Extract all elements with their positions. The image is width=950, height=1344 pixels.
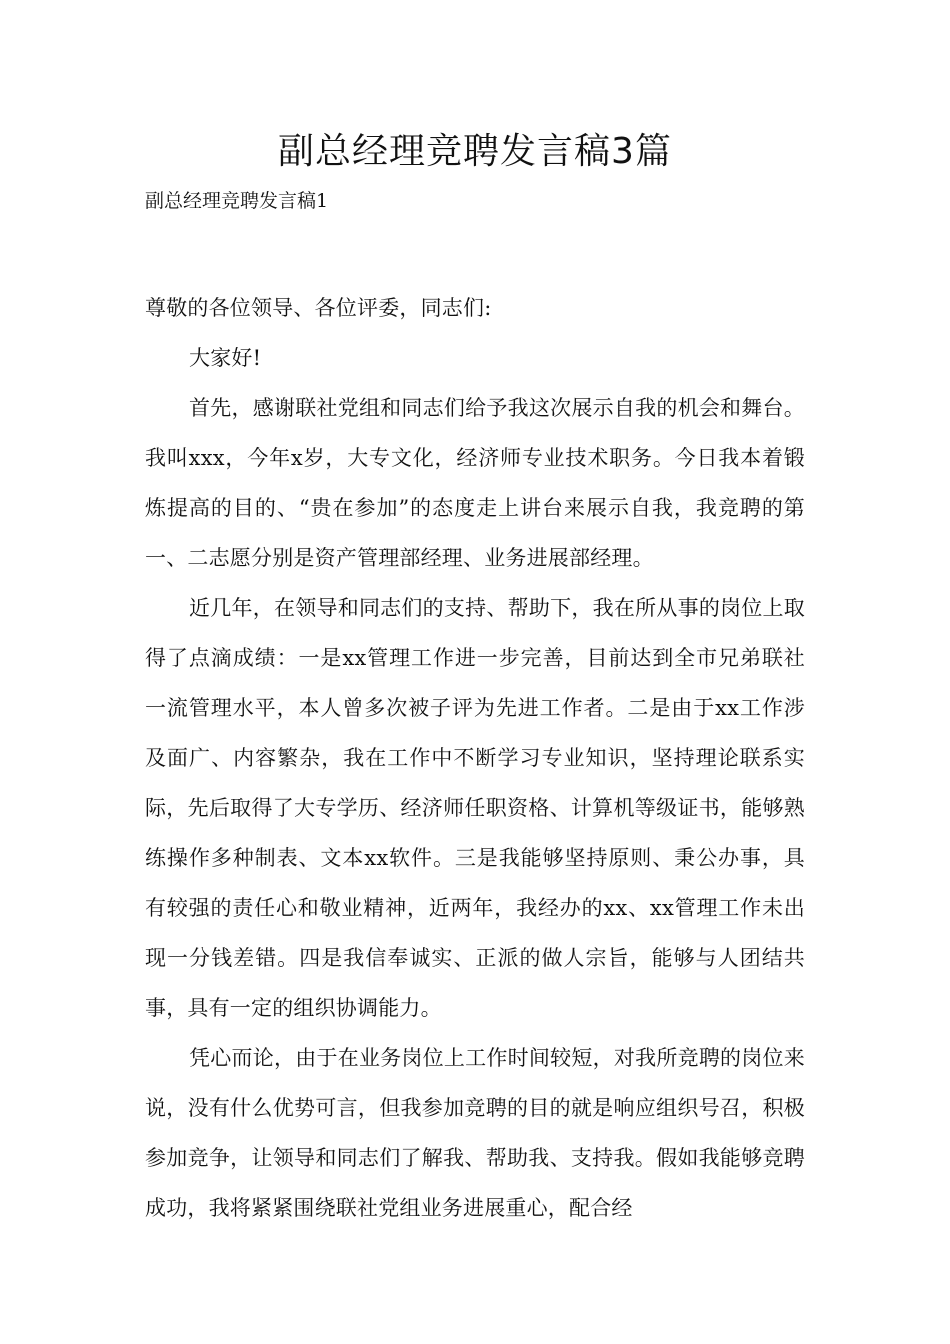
document-title: 副总经理竞聘发言稿3篇	[278, 131, 672, 172]
salutation-paragraph: 尊敬的各位领导、各位评委，同志们:	[145, 296, 492, 320]
document-subtitle: 副总经理竞聘发言稿1	[145, 190, 329, 212]
document-body	[145, 283, 805, 1233]
achievements-paragraph: 近几年，在领导和同志们的支持、帮助下，我在所从事的岗位上取得了点滴成绩：一是xx管理工作进一步完善，目前达到全市兄弟联社一流管理水平，本人曾多次被子评为先进工作者。二是由于xx工作涉及面广、内容繁杂，我在工作中不断学习专业知识，坚持理论联系实际，先后取得了大专学历、经济师任职资格、计算机等级证书，能够熟练操作多种制表、文本xx软件。三是我能够坚持原则、秉公办事，具有较强的责任心和敬业精神，近两年，我经办的xx、xx管理工作未出现一分钱差错。四是我信奉诚实、正派的做人宗旨，能够与人团结共事，具有一定的组织协调能力。	[145, 596, 805, 1020]
greeting-paragraph: 大家好!	[189, 346, 262, 370]
motivation-paragraph: 凭心而论，由于在业务岗位上工作时间较短，对我所竞聘的岗位来说，没有什么优势可言，但我参加竞聘的目的就是响应组织号召，积极参加竞争，让领导和同志们了解我、帮助我、支持我。假如我能够竞聘成功，我将紧紧围绕联社党组业务进展重心，配合经	[145, 1046, 805, 1220]
intro-paragraph: 首先，感谢联社党组和同志们给予我这次展示自我的机会和舞台。我叫xxx，今年x岁，大专文化，经济师专业技术职务。今日我本着锻炼提高的目的、“贵在参加”的态度走上讲台来展示自我，我竞聘的第一、二志愿分别是资产管理部经理、业务进展部经理。	[145, 396, 805, 570]
